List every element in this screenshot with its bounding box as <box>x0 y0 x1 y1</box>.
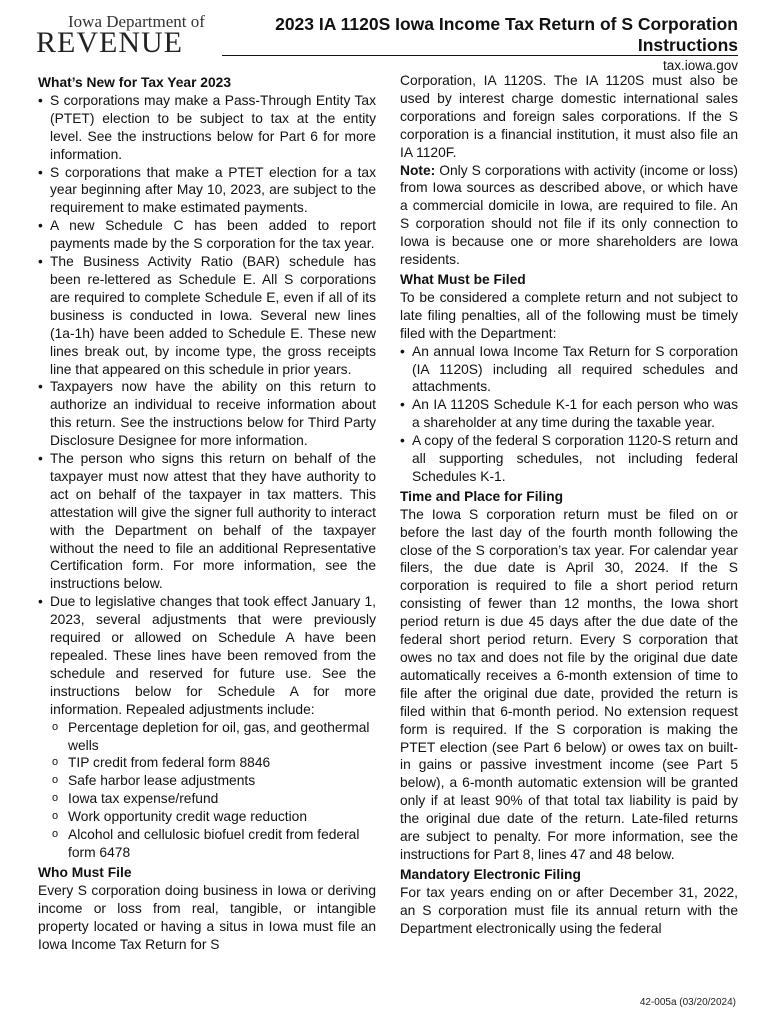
what-must-be-filed-heading: What Must be Filed <box>400 271 526 287</box>
filing-requirement-item: • A copy of the federal S corporation 1120-S return and all supporting schedules, not including federal Schedules K-1. <box>400 432 738 486</box>
note-text: Only S corporations with activity (income or loss) from Iowa sources as described above, or which have a commercial domicile in Iowa, are required to file. An S corporation should not file if its only connection to Iowa is because one or more shareholders are Iowa residents. <box>400 162 738 268</box>
right-column <box>400 72 738 938</box>
whats-new-list <box>38 92 376 862</box>
time-and-place-text: The Iowa S corporation return must be filed on or before the last day of the fourth month following the close of the S corporation’s tax year. For calendar year filers, the due date is April 30, 2024. If the S corporation is required to file a short period return consisting of fewer than 12 months, the Iowa short period return is due 45 days after the due date of the federal short period return. Every S corporation that owes no tax and does not file by the original due date automatically receives a 6-month extension of time to file after the original due date, provided the return is filed within that 6-month period. No extension request form is required. If the S corporation is making the PTET election (see Part 6 below) or owes tax on built-in gains or passive investment income (see Part 5 below), a 6-month automatic extension will be granted only if at least 90% of that total tax liability is paid by the original due date of the return. Late-filed returns are subject to penalty. For more information, see the instructions for Part 8, lines 47 and 48 below. <box>400 506 738 862</box>
logo-revenue-text: REVENUE <box>36 26 183 59</box>
title-line-2: Instructions <box>637 35 738 55</box>
whats-new-item: • S corporations may make a Pass-Through Entity Tax (PTET) election to be subject to tax at the entity level. See the instructions below for Part 6 for more information. <box>38 92 376 164</box>
time-and-place-heading: Time and Place for Filing <box>400 488 564 504</box>
document-title <box>222 14 738 56</box>
repealed-item: o Work opportunity credit wage reduction <box>50 808 376 826</box>
repealed-intro: Due to legislative changes that took effect January 1, 2023, several adjustments that were previously required or allowed on Schedule A have been repealed. These lines have been removed from the schedule and reserved for future use. See the instructions below for Schedule A for more information. Repealed adjustments include: <box>50 594 376 717</box>
whats-new-item: • Taxpayers now have the ability on this return to authorize an individual to receive information about this return. See the instructions below for Third Party Disclosure Designee for more information. <box>38 378 376 450</box>
note-label: Note: <box>400 162 436 178</box>
whats-new-heading: What’s New for Tax Year 2023 <box>38 75 231 90</box>
logo-department-text: Iowa Department of <box>68 12 205 31</box>
whats-new-item-repealed <box>38 593 376 862</box>
repealed-item: o Percentage depletion for oil, gas, and geothermal wells <box>50 719 376 755</box>
whats-new-item: • S corporations that make a PTET election for a tax year beginning after May 10, 2023, are subject to the requirement to make estimated payments. <box>38 164 376 218</box>
repealed-item: o TIP credit from federal form 8846 <box>50 754 376 772</box>
repealed-item: o Alcohol and cellulosic biofuel credit from federal form 6478 <box>50 826 376 862</box>
repealed-item: o Iowa tax expense/refund <box>50 790 376 808</box>
website-text: tax.iowa.gov <box>662 58 738 73</box>
iowa-revenue-logo <box>36 12 216 60</box>
what-must-be-filed-text: To be considered a complete return and not subject to late filing penalties, all of the following must be timely filed with the Department: <box>400 289 738 341</box>
form-id-footer: 42-005a (03/20/2024) <box>639 997 736 1008</box>
mandatory-e-filing-heading: Mandatory Electronic Filing <box>400 866 581 882</box>
filing-requirement-item: • An annual Iowa Income Tax Return for S corporation (IA 1120S) including all required schedules and attachments. <box>400 343 738 397</box>
repealed-item: o Safe harbor lease adjustments <box>50 772 376 790</box>
left-column <box>38 72 376 953</box>
continued-paragraph: Corporation, IA 1120S. The IA 1120S must also be used by interest charge domestic international sales corporations and foreign sales corporations. If the S corporation is a financial institution, it must also file an IA 1120F. <box>400 73 738 160</box>
whats-new-item: • The person who signs this return on behalf of the taxpayer must now attest that they have authority to act on behalf of the taxpayer in tax matters. This attestation will give the signer full authority to interact with the Department on behalf of the taxpayer without the need to file an additional Representative Certification form. For more information, see the instructions below. <box>38 450 376 593</box>
whats-new-item: • The Business Activity Ratio (BAR) schedule has been re-lettered as Schedule E. All S corporations are required to complete Schedule E, even if all of its business is conducted in Iowa. Several new lines (1a-1h) have been added to Schedule E. These new lines break out, by income type, the gross receipts line that appeared on this schedule in prior years. <box>38 253 376 378</box>
whats-new-item: • A new Schedule C has been added to report payments made by the S corporation for the tax year. <box>38 217 376 253</box>
filing-requirement-item: • An IA 1120S Schedule K-1 for each person who was a shareholder at any time during the taxable year. <box>400 396 738 432</box>
who-must-file-heading: Who Must File <box>38 864 132 880</box>
what-must-be-filed-list <box>400 343 738 486</box>
mandatory-e-filing-text: For tax years ending on or after December 31, 2022, an S corporation must file its annual return with the Department electronically using the federal <box>400 884 738 936</box>
who-must-file-text: Every S corporation doing business in Iowa or deriving income or loss from real, tangible, or intangible property located or having a situs in Iowa must file an Iowa Income Tax Return for S <box>38 882 376 952</box>
repealed-adjustments-list <box>50 719 376 862</box>
title-divider <box>222 55 738 56</box>
title-line-1: 2023 IA 1120S Iowa Income Tax Return of S Corporation <box>275 14 738 34</box>
note-paragraph <box>400 162 738 269</box>
